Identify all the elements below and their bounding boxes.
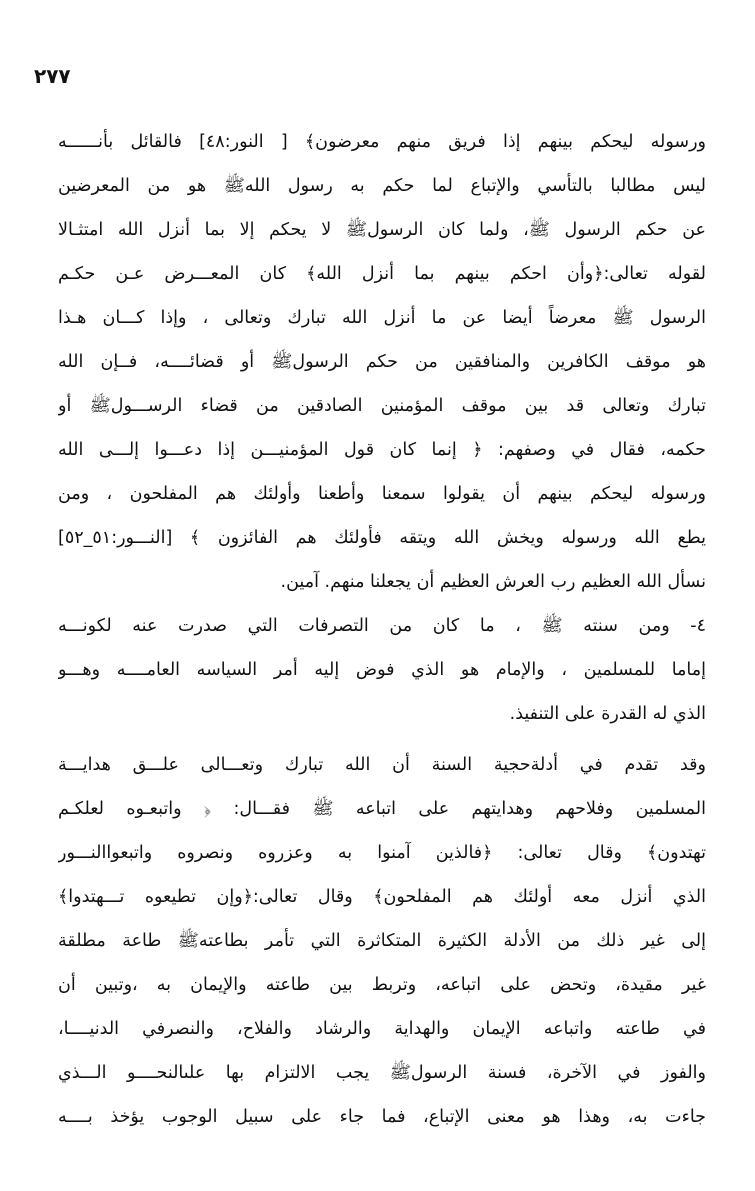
text-line: إلى غير ذلك من الأدلة الكثيرة المتكاثرة التي تأمر بطاعتهﷺ طاعة مطلقة	[58, 931, 706, 951]
text-line: الذي أنزل معه أولئك هم المفلحون﴾ وقال تعالى:﴿وإن تطيعوه تـــهتدوا﴾	[58, 887, 706, 907]
text-line: نسأل الله العظيم رب العرش العظيم أن يجعلنا منهم. آمين.	[280, 572, 706, 592]
text-line: هو موقف الكافرين والمنافقين من حكم الرسولﷺ أو قضائــــه، فــإن الله	[58, 352, 706, 372]
text-line: ورسوله ليحكم بينهم أن يقولوا سمعنا وأطعنا وأولئك هم المفلحون ، ومن	[58, 484, 706, 504]
text-line: تبارك وتعالى قد بين موقف المؤمنين الصادقين من قضاء الرســـولﷺ أو	[58, 396, 706, 416]
text-line: في طاعته واتباعه الإيمان والهداية والرشاد والفلاح، والنصرفي الدنيــــا،	[58, 1019, 706, 1039]
text-line: لقوله تعالى:﴿وأن احكم بينهم بما أنزل الله﴾ كان المعـــرض عـن حكـم	[58, 264, 706, 284]
page-number: ٢٧٧	[34, 64, 71, 88]
text-line: إماما للمسلمين ، والإمام هو الذي فوض إليه أمر السياسه العامــــه وهـــو	[58, 660, 706, 680]
text-line: ليس مطالبا بالتأسي والإتباع لما حكم به رسول اللهﷺ هو من المعرضين	[58, 176, 706, 196]
text-line: عن حكم الرسول ﷺ، ولما كان الرسولﷺ لا يحكم إلا بما أنزل الله امتثـالا	[58, 220, 706, 240]
list-item-line: ٤- ومن سنته ﷺ ، ما كان من التصرفات التي صدرت عنه لكونـــه	[58, 616, 706, 636]
text-line: والفوز في الآخرة، فسنة الرسولﷺ يجب الالتزام بها علىالنحــــو الـــذي	[58, 1063, 706, 1083]
text-line: ورسوله ليحكم بينهم إذا فريق منهم معرضون﴾ [ النور:٤٨] فالقائل بأنــــــه	[58, 132, 706, 152]
body-text	[58, 120, 706, 1139]
text-line: الرسول ﷺ معرضاً أيضا عن ما أنزل الله تبارك وتعالى ، وإذا كـــان هـذا	[58, 308, 706, 328]
paragraph-start-line: وقد تقدم في أدلةحجية السنة أن الله تبارك وتعـــالى علـــق هدايـــة	[58, 755, 706, 775]
text-line: حكمه، فقال في وصفهم: ﴿ إنما كان قول المؤمنيـــن إذا دعـــوا إلـــى الله	[58, 440, 706, 460]
text-line: جاءت به، وهذا هو معنى الإتباع، فما جاء على سبيل الوجوب يؤخذ بــــه	[58, 1107, 706, 1127]
text-line: الذي له القدرة على التنفيذ.	[509, 704, 706, 724]
text-line: تهتدون﴾ وقال تعالى: ﴿فالذين آمنوا به وعزروه ونصروه واتبعواالنـــور	[58, 843, 706, 863]
text-line: غير مقيدة، وتحض على اتباعه، وتربط بين طاعته والإيمان به ،وتبين أن	[58, 975, 706, 995]
text-line: يطع الله ورسوله ويخش الله ويتقه فأولئك هم الفائزون ﴾ [النـــور:٥١_٥٢]	[58, 528, 706, 548]
text-line: المسلمين وفلاحهم وهدايتهم على اتباعه ﷺ فقـــال: ﴿ واتبعـوه لعلكـم	[58, 799, 706, 819]
